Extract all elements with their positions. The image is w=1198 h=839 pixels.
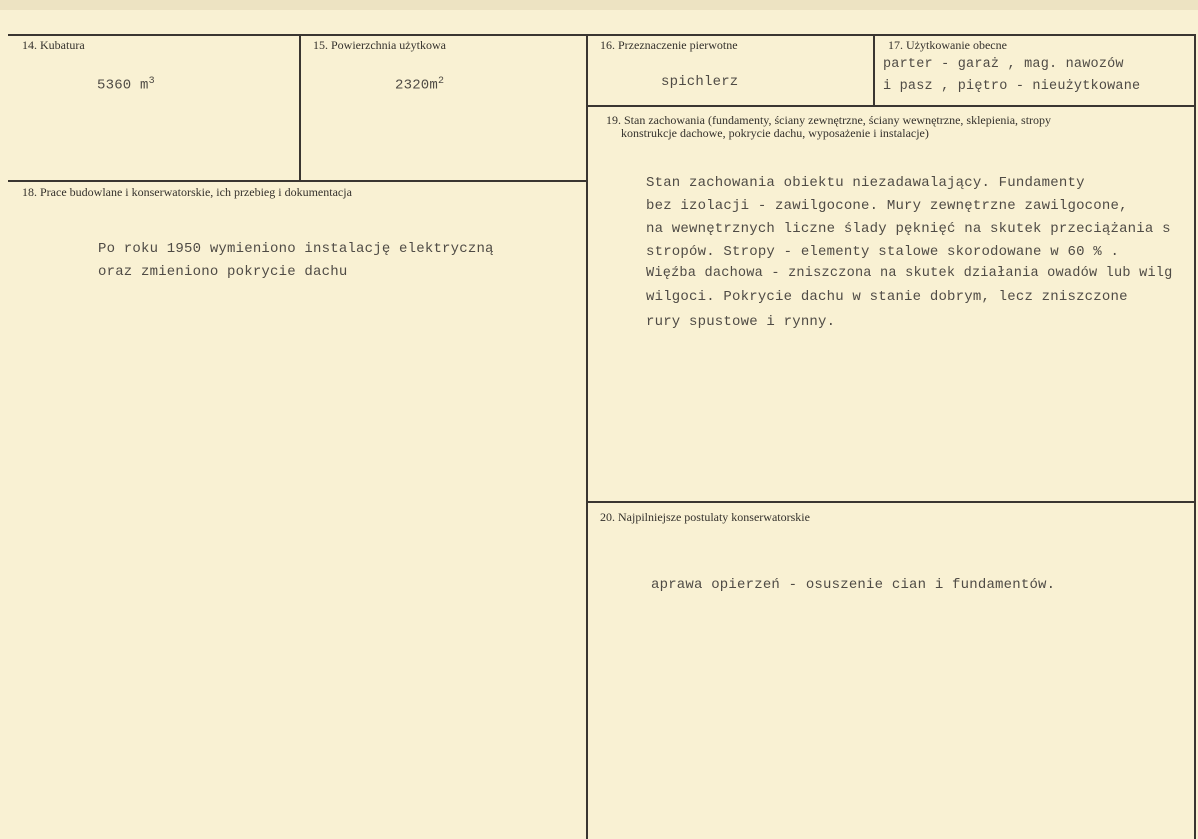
powierzchnia-exponent: 2 [438, 76, 445, 87]
stan-line-3: na wewnętrznych liczne ślady pęknięć na skutek przeciążania s [646, 221, 1171, 237]
stan-line-5: Więźba dachowa - zniszczona na skutek działania owadów lub wilg [646, 266, 1173, 281]
stan-line-1: Stan zachowania obiektu niezadawalający. Fundamenty [646, 175, 1085, 191]
stan-line-2: bez izolacji - zawilgocone. Mury zewnętrzne zawilgocone, [646, 198, 1128, 214]
stan-label-line-2: konstrukcje dachowe, pokrycie dachu, wyposażenie i instalacje) [621, 126, 929, 140]
rule-field20-top [588, 501, 1196, 503]
right-border [1194, 34, 1196, 839]
uzytkowanie-label: 17. Użytkowanie obecne [888, 38, 1007, 52]
powierzchnia-label: 15. Powierzchnia użytkowa [313, 38, 446, 52]
prace-line-1: Po roku 1950 wymieniono instalację elektryczną [98, 241, 494, 257]
przeznaczenie-label: 16. Przeznaczenie pierwotne [600, 38, 738, 52]
powierzchnia-value [395, 76, 444, 94]
top-rule [8, 34, 1196, 36]
stan-label-line-1: 19. Stan zachowania (fundamenty, ściany zewnętrzne, ściany wewnętrzne, sklepienia, stropy [606, 113, 1052, 127]
powierzchnia-number: 2320m [395, 77, 439, 94]
paper-top-edge [0, 0, 1198, 10]
kubatura-label: 14. Kubatura [22, 38, 85, 52]
divider-16-17 [873, 34, 875, 106]
stan-line-6: wilgoci. Pokrycie dachu w stanie dobrym, lecz zniszczone [646, 289, 1128, 305]
kubatura-number: 5360 m [97, 77, 149, 94]
kubatura-exponent: 3 [148, 76, 155, 87]
prace-label: 18. Prace budowlane i konserwatorskie, ich przebieg i dokumentacja [22, 185, 352, 199]
uzytkowanie-line-1: parter - garaż , mag. nawozów [883, 57, 1124, 72]
rule-field18-top [8, 180, 588, 182]
prace-line-2: oraz zmieniono pokrycie dachu [98, 264, 348, 280]
postulaty-value: aprawa opierzeń - osuszenie cian i fundamentów. [651, 577, 1056, 593]
divider-center [586, 34, 588, 839]
przeznaczenie-value: spichlerz [661, 74, 739, 90]
stan-line-4: stropów. Stropy - elementy stalowe skorodowane w 60 % . [646, 244, 1120, 260]
rule-field19-top [588, 105, 1196, 107]
divider-14-15 [299, 34, 301, 182]
kubatura-value [97, 76, 155, 94]
stan-line-7: rury spustowe i rynny. [646, 314, 836, 330]
uzytkowanie-line-2: i pasz , piętro - nieużytkowane [883, 79, 1141, 94]
postulaty-label: 20. Najpilniejsze postulaty konserwatorskie [600, 510, 810, 524]
